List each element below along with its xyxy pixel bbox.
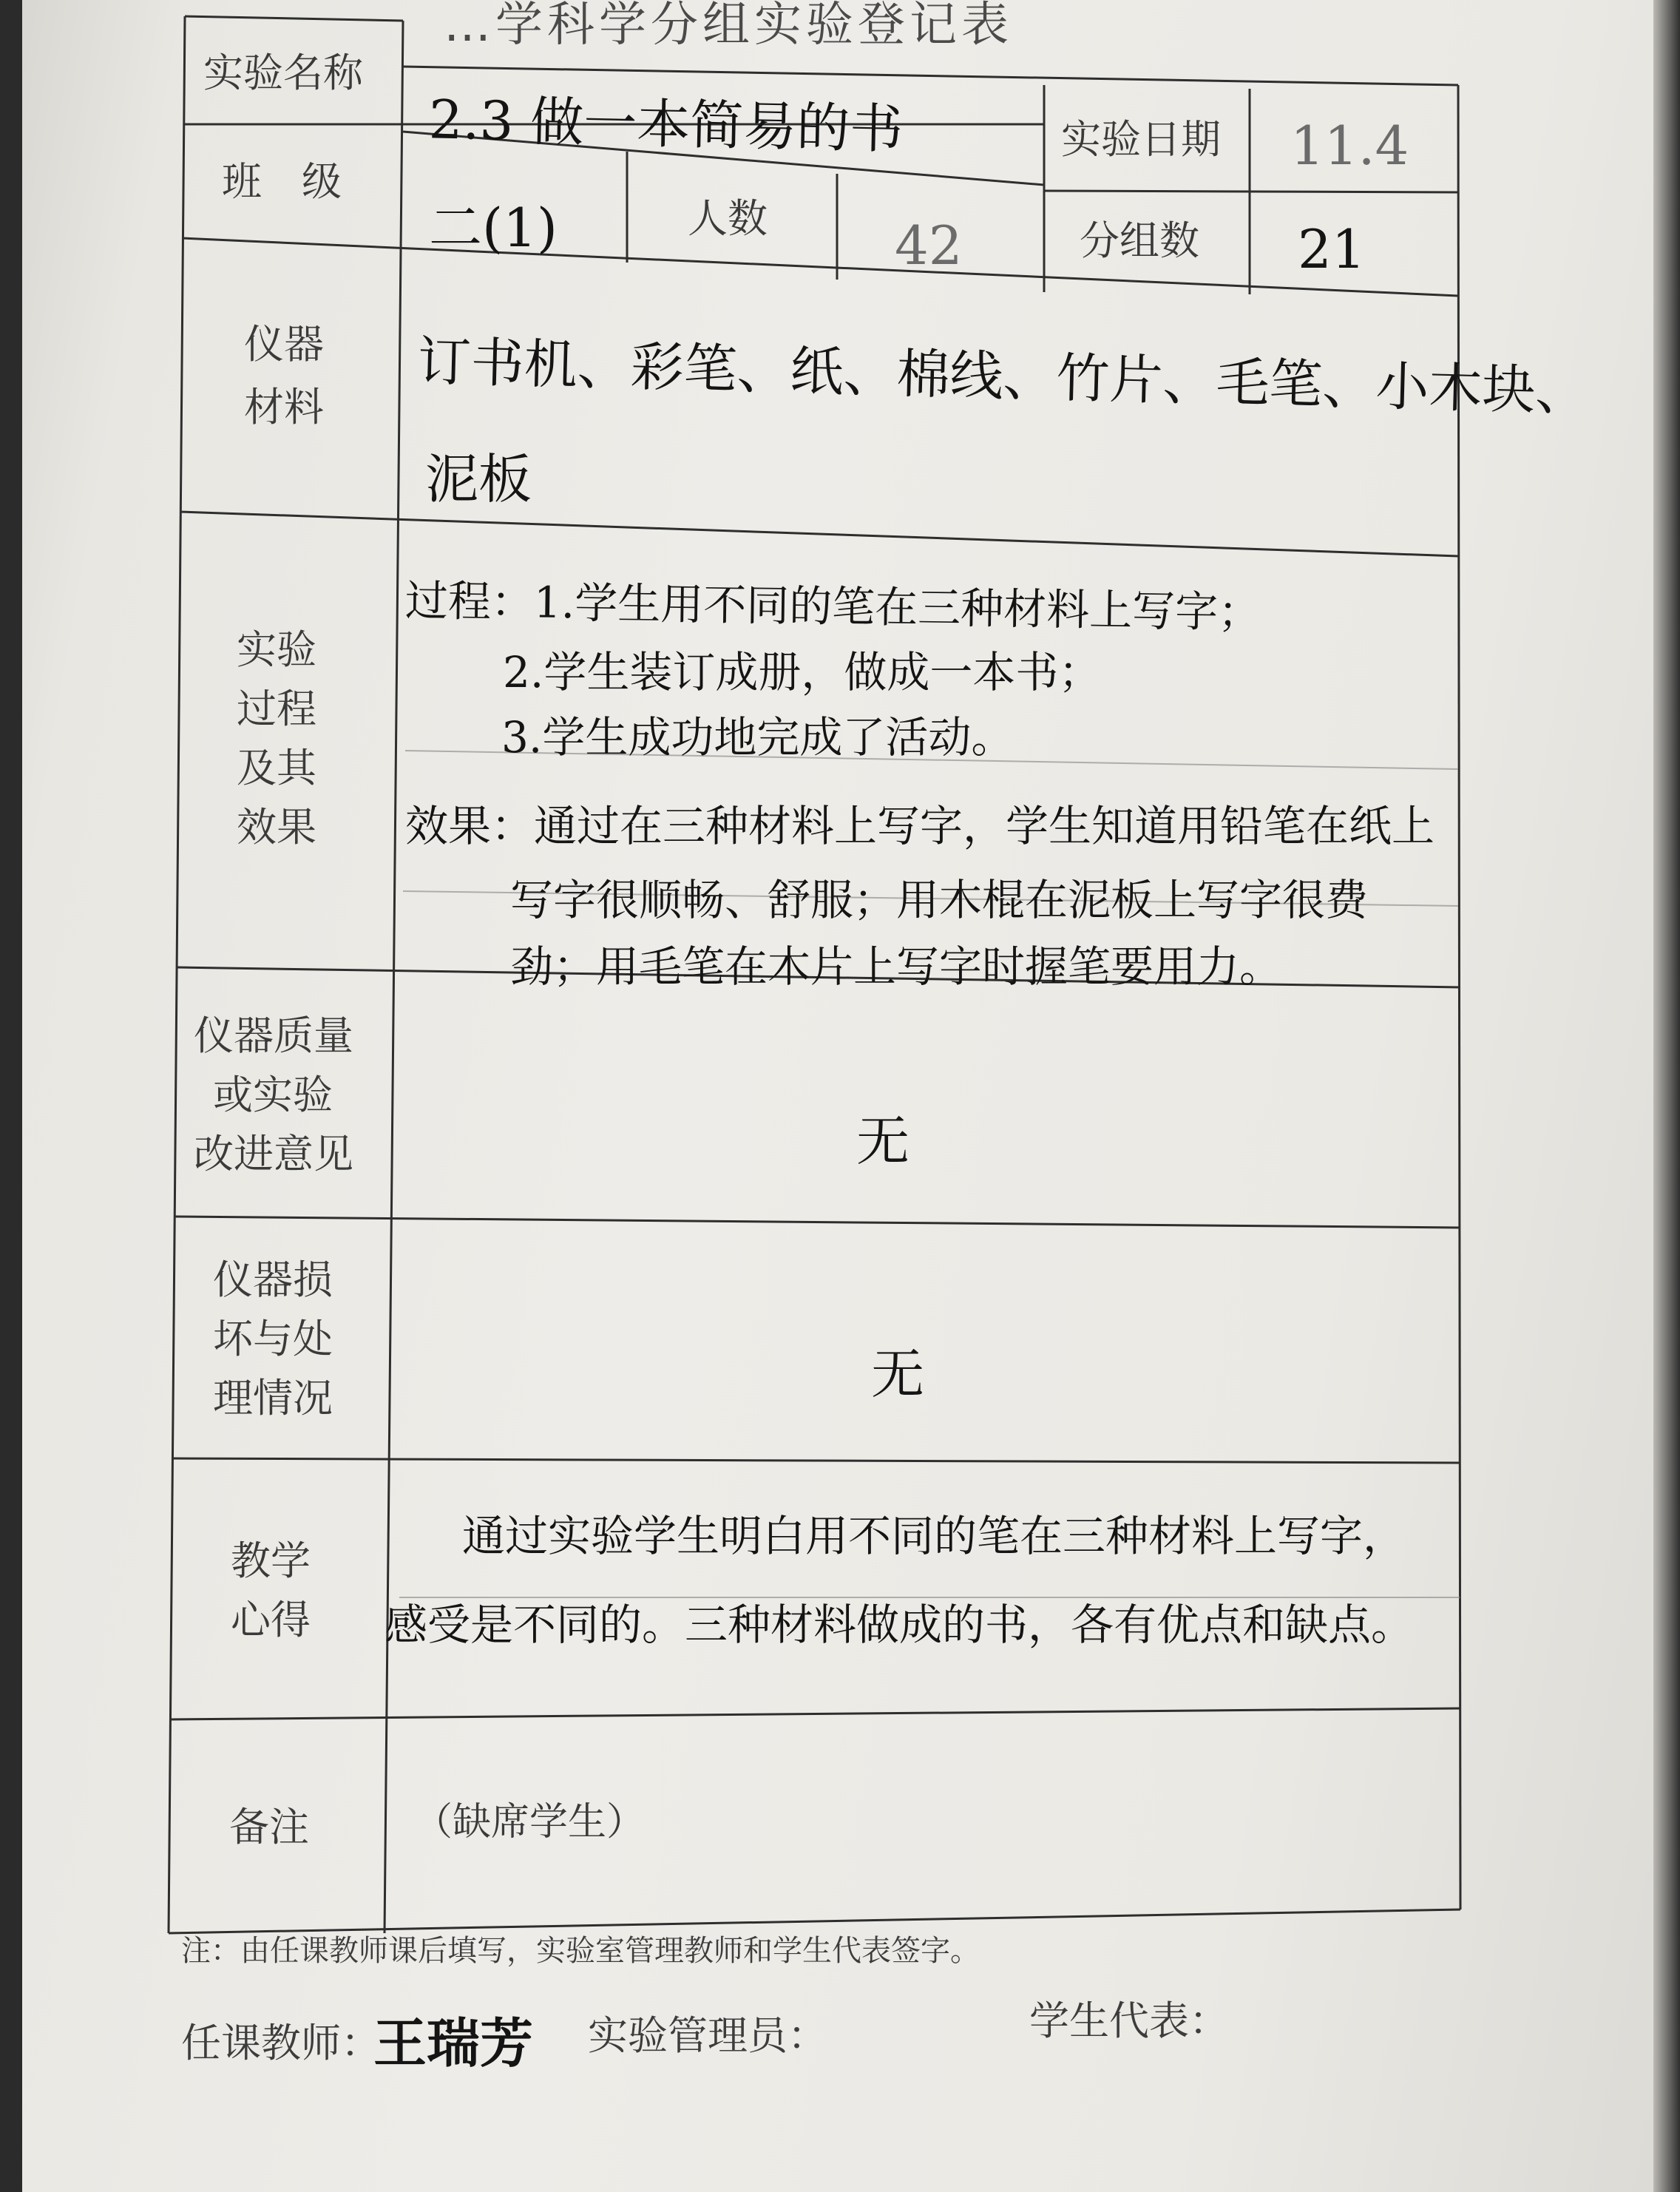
- value-experiment-date: 11.4: [1290, 115, 1409, 177]
- value-quality: 无: [856, 1110, 910, 1172]
- effect-line: 效果：通过在三种材料上写字，学生知道用铅笔在纸上: [405, 801, 1435, 851]
- teaching-line: 通过实验学生明白用不同的笔在三种材料上写字，: [462, 1511, 1406, 1561]
- label-teaching-line: 教学: [231, 1538, 311, 1584]
- process-line: 2.学生装订成册，做成一本书；: [503, 647, 1102, 697]
- label-teaching-line: 心得: [231, 1597, 311, 1643]
- value-headcount: 42: [895, 214, 963, 277]
- label-group-count: 分组数: [1080, 217, 1199, 264]
- page-edge: [1653, 0, 1680, 2192]
- value-group-count: 21: [1298, 218, 1366, 280]
- label-headcount: 人数: [688, 195, 768, 242]
- label-process-line: 实验: [237, 626, 316, 673]
- label-process-line: 过程: [237, 686, 316, 732]
- label-damage-line: 坏与处: [213, 1316, 333, 1362]
- process-line: 过程：1.学生用不同的笔在三种材料上写字；: [404, 575, 1261, 638]
- label-experiment-name: 实验名称: [203, 50, 363, 96]
- label-remarks: 备注: [229, 1804, 309, 1850]
- label-materials-line: 仪器: [244, 321, 324, 368]
- value-remarks: （缺席学生）: [414, 1800, 646, 1844]
- value-materials-line-2: 泥板: [425, 448, 532, 510]
- student-rep-label: 学生代表：: [1029, 1998, 1229, 2044]
- value-damage: 无: [871, 1343, 925, 1405]
- teaching-line: 感受是不同的。三种材料做成的书，各有优点和缺点。: [385, 1600, 1415, 1650]
- teacher-signature: 王瑞芳: [373, 2012, 534, 2074]
- effect-line: 写字很顺畅、舒服；用木棍在泥板上写字很费: [510, 875, 1369, 925]
- process-line: 3.学生成功地完成了活动。: [501, 712, 1015, 762]
- admin-label: 实验管理员：: [588, 2012, 827, 2059]
- value-materials-line-1: 订书机、彩笔、纸、棉线、竹片、毛笔、小木块、: [416, 330, 1590, 423]
- effect-line: 劲；用毛笔在木片上写字时握笔要用力。: [510, 941, 1283, 992]
- label-quality-line: 仪器质量: [194, 1012, 353, 1059]
- form-title: …学科学分组实验登记表: [444, 0, 1013, 53]
- label-class: 班 级: [222, 158, 342, 205]
- label-experiment-date: 实验日期: [1061, 116, 1221, 163]
- footer-note: 注：由任课教师课后填写，实验室管理教师和学生代表签字。: [181, 1934, 980, 1968]
- label-quality-line: 或实验: [213, 1072, 333, 1118]
- label-process-line: 效果: [237, 804, 316, 850]
- label-damage-line: 仪器损: [213, 1256, 333, 1303]
- label-damage-line: 理情况: [213, 1375, 333, 1421]
- label-materials-line: 材料: [244, 384, 324, 430]
- label-process-line: 及其: [237, 745, 316, 791]
- value-experiment-name: 2.3 做一本简易的书: [428, 88, 904, 160]
- value-class: 二(1): [429, 197, 558, 259]
- label-quality-line: 改进意见: [194, 1131, 353, 1177]
- teacher-label: 任课教师：: [181, 2020, 381, 2066]
